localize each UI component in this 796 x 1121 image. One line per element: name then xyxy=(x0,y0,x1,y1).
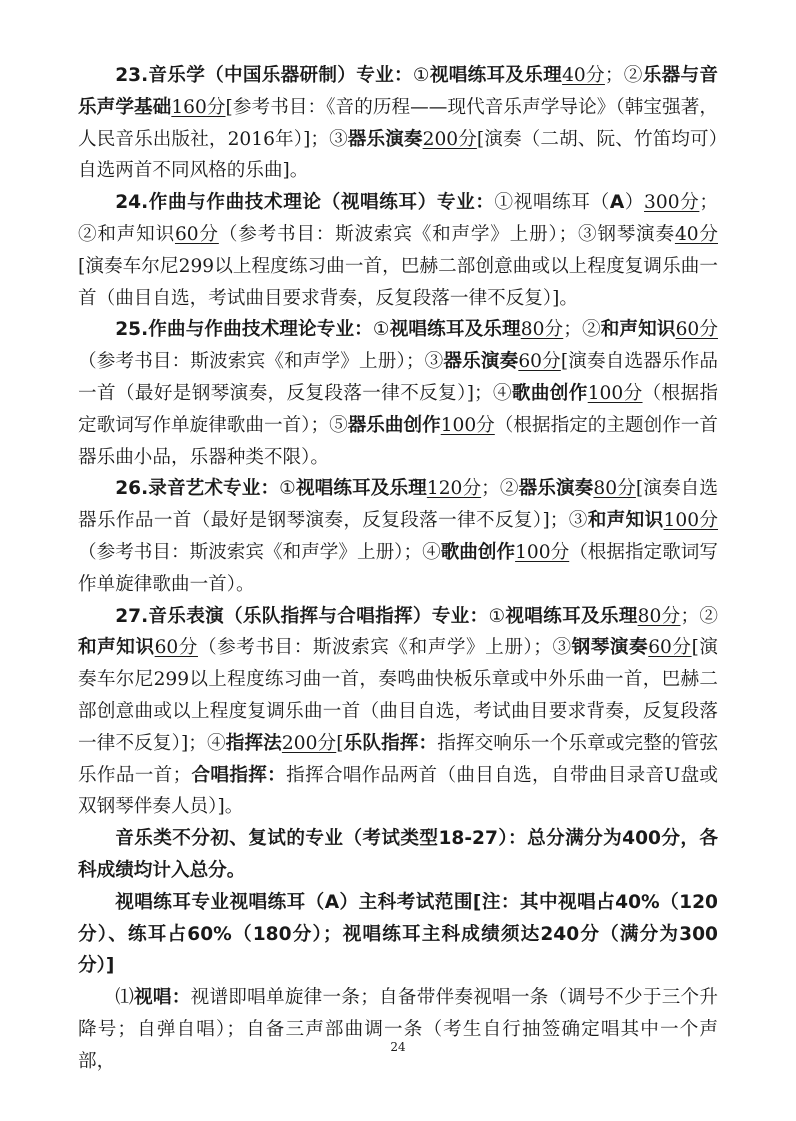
score-text: 100分 xyxy=(440,414,495,436)
text-run: [演奏车尔尼299以上程度练习曲一首，奏鸣曲快板乐章或中外乐曲一首，巴赫二部创意曲或以上程度复调乐曲一首（曲目自选，考试曲目要求背奏，反复段落一律不反复）]；④ xyxy=(78,637,718,754)
bold-text: 合唱指挥： xyxy=(191,764,287,786)
text-run: [演奏自选器乐作品一首（最好是钢琴演奏，反复段落一律不反复）]；④ xyxy=(78,351,718,404)
bold-text: 歌曲创作 xyxy=(511,382,588,404)
bold-text: 23.音乐学（中国乐器研制）专业： xyxy=(115,65,413,86)
document-body xyxy=(78,60,718,1078)
paragraph xyxy=(78,823,718,887)
bold-text: 音乐类不分初、复试的专业（考试类型18-27）：总分满分为400分，各科成绩均计入总分。 xyxy=(78,828,718,881)
text-run: [演奏（二胡、阮、竹笛均可）自选两首不同风格的乐曲]。 xyxy=(78,128,718,182)
bold-text: 视唱练耳及乐理 xyxy=(389,319,521,341)
score-text: 100分 xyxy=(515,541,570,563)
text-run: ①视唱练耳（ xyxy=(494,192,610,214)
bold-text: 24.作曲与作曲技术理论（视唱练耳）专业： xyxy=(115,192,495,214)
paragraph xyxy=(78,60,718,187)
text-run: （参考书目：斯波索宾《和声学》上册）；③钢琴演奏 xyxy=(218,223,675,245)
text-run: [参考书目：《音的历程——现代音乐声学导论》（韩宝强著，人民音乐出版社，2016年）]；③ xyxy=(78,96,718,150)
text-run: ① xyxy=(372,319,390,341)
text-run: （参考书目：斯波索宾《和声学》上册）；④ xyxy=(78,541,441,563)
text-run: ；② xyxy=(563,319,601,341)
bold-text: 器乐演奏 xyxy=(347,128,423,150)
bold-text: 钢琴演奏 xyxy=(571,637,649,659)
score-text: 60分 xyxy=(675,319,718,341)
text-run: （根据指定歌词写作单旋律歌曲一首）。 xyxy=(78,541,718,595)
text-run: [演奏车尔尼299以上程度练习曲一首，巴赫二部创意曲或以上程度复调乐曲一首（曲目自选，考试曲目要求背奏，反复段落一律不反复）]。 xyxy=(78,255,718,309)
score-text: 80分 xyxy=(593,478,636,500)
bold-text: 乐队指挥： xyxy=(343,732,438,754)
text-run: ；② xyxy=(604,65,643,86)
text-run: ① xyxy=(488,605,506,627)
text-run: 指挥交响乐一个乐章或完整的管弦乐作品一首； xyxy=(78,732,718,786)
bold-text: 和声知识 xyxy=(600,319,676,341)
bold-text: 视唱练耳及乐理 xyxy=(505,605,638,627)
score-text: 200分 xyxy=(422,128,477,150)
bold-text: 器乐演奏 xyxy=(443,351,519,373)
bold-text: 视唱练耳专业视唱练耳（A）主科考试范围[注：其中视唱占40%（120分）、练耳占60%（180分）；视唱练耳主科成绩须达240分（满分为300分）] xyxy=(78,891,718,977)
score-text: 80分 xyxy=(520,319,564,341)
text-run: （根据指定歌词写作单旋律歌曲一首）；⑤ xyxy=(78,382,718,436)
bold-text: 器乐演奏 xyxy=(518,478,594,500)
paragraph xyxy=(78,473,718,600)
paragraph xyxy=(78,314,718,473)
text-run: ① xyxy=(412,65,430,86)
bold-text: A xyxy=(609,192,625,214)
text-run: （参考书目：斯波索宾《和声学》上册）；③ xyxy=(78,351,444,373)
bold-text: 指挥法 xyxy=(225,732,282,754)
score-text: 60分 xyxy=(648,637,692,659)
paragraph xyxy=(78,982,718,1077)
score-text: 200分 xyxy=(281,732,337,754)
paragraph xyxy=(78,187,718,314)
text-run: [演奏自选器乐作品一首（最好是钢琴演奏，反复段落一律不反复）]；③ xyxy=(78,478,718,532)
paragraph xyxy=(78,887,718,982)
bold-text: 乐器与音乐声学基础 xyxy=(78,65,718,118)
bold-text: 26.录音艺术专业： xyxy=(115,478,280,500)
score-text: 100分 xyxy=(663,510,718,532)
bold-text: 和声知识 xyxy=(587,510,664,532)
score-text: 120分 xyxy=(426,478,482,500)
bold-text: 和声知识 xyxy=(78,637,155,659)
score-text: 40分 xyxy=(674,223,718,245)
paragraph xyxy=(78,601,718,824)
text-run: [ xyxy=(336,732,344,754)
text-run: ） xyxy=(624,192,645,214)
score-text: 60分 xyxy=(518,351,561,373)
bold-text: 视唱练耳及乐理 xyxy=(429,65,563,86)
page-number: 24 xyxy=(390,1040,406,1054)
bold-text: 视唱练耳及乐理 xyxy=(295,478,427,500)
score-text: 60分 xyxy=(174,223,219,245)
score-text: 80分 xyxy=(637,605,681,627)
score-text: 160分 xyxy=(171,96,226,118)
text-run: （根据指定的主题创作一首器乐曲小品，乐器种类不限）。 xyxy=(78,414,718,468)
score-text: 60分 xyxy=(154,637,198,659)
text-run: ① xyxy=(279,478,296,500)
bold-text: 歌曲创作 xyxy=(440,541,516,563)
text-run: ；②和声知识 xyxy=(78,192,718,245)
bold-text: 25.作曲与作曲技术理论专业： xyxy=(115,319,373,341)
bold-text: 器乐曲创作 xyxy=(347,414,441,436)
score-text: 300分 xyxy=(644,192,700,214)
bold-text: 视唱： xyxy=(134,987,191,1009)
text-run: ；② xyxy=(680,605,718,627)
text-run: （参考书目：斯波索宾《和声学》上册）；③ xyxy=(197,637,572,659)
text-run: ；② xyxy=(481,478,519,500)
text-run: ⑴ xyxy=(115,987,135,1009)
text-run: 视谱即唱单旋律一条；自备带伴奏视唱一条（调号不少于三个升降号；自弹自唱）；自备三声部曲调一条（考生自行抽签确定唱其中一个声部， xyxy=(78,987,718,1072)
score-text: 40分 xyxy=(562,65,605,86)
score-text: 100分 xyxy=(587,382,643,404)
bold-text: 27.音乐表演（乐队指挥与合唱指挥）专业： xyxy=(115,605,489,627)
text-run: 指挥合唱作品两首（曲目自选，自带曲目录音U盘或双钢琴伴奏人员）]。 xyxy=(78,764,718,818)
